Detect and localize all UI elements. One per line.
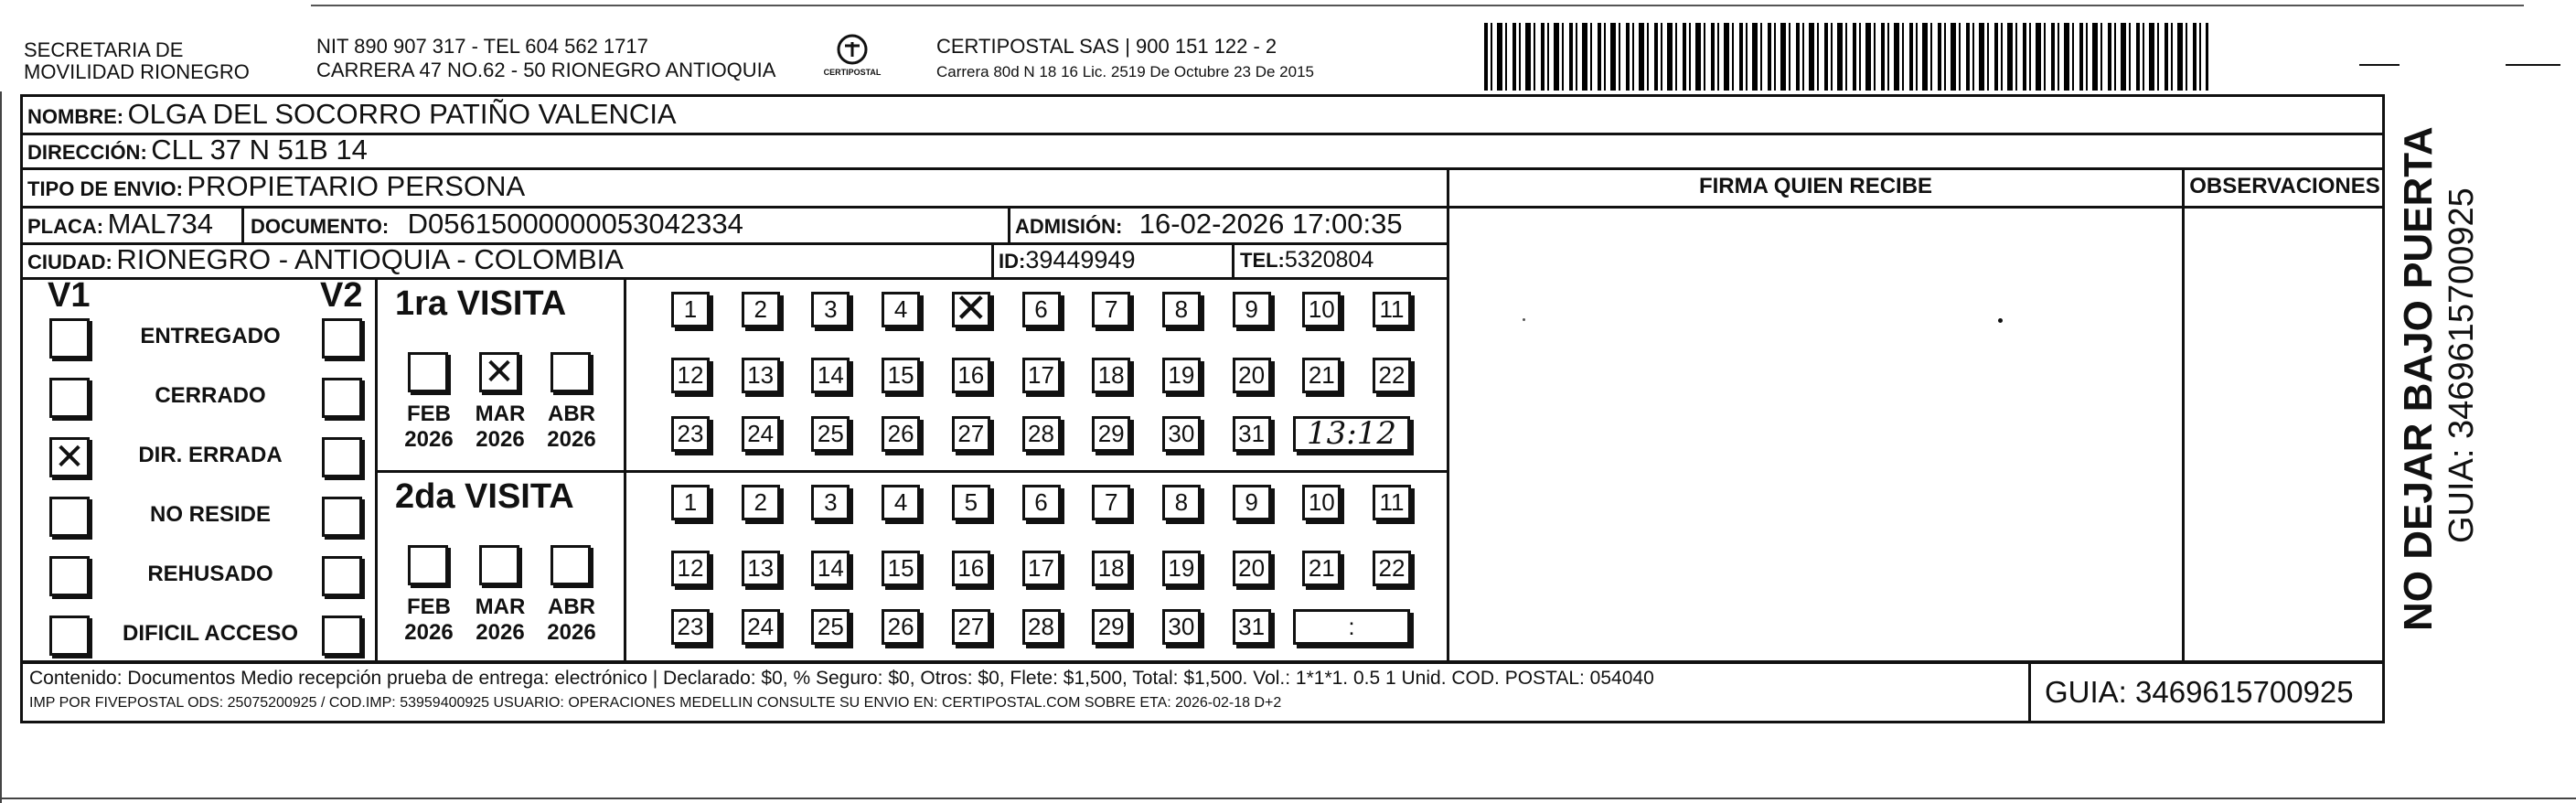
day-box[interactable]: 19 (1162, 358, 1201, 393)
tipo-row (27, 170, 525, 209)
day-box[interactable]: 21 (1302, 358, 1341, 393)
day-box[interactable]: 14 (811, 358, 850, 393)
day-box[interactable]: 27 (952, 416, 990, 452)
barcode (1484, 23, 2208, 91)
row-line-col-header (1447, 206, 2385, 209)
check-x-mark: ✕ (484, 351, 515, 393)
tel-value: 5320804 (1284, 247, 1374, 273)
month-year: 2026 (404, 620, 454, 645)
left-edge-line (0, 91, 2, 803)
month-checkbox[interactable] (408, 352, 448, 392)
day-box[interactable]: 3 (811, 485, 850, 520)
day-box[interactable]: 10 (1302, 485, 1341, 520)
side-warning: NO DEJAR BAJO PUERTA (2396, 126, 2441, 631)
direccion-label: DIRECCIÓN: (27, 141, 147, 164)
signature-dot-2 (1523, 318, 1525, 321)
secretaria-line1: SECRETARIA DE (24, 38, 184, 61)
day-box[interactable]: 24 (742, 609, 780, 645)
day-box[interactable]: 4 (882, 292, 920, 327)
day-box[interactable]: 21 (1302, 551, 1341, 586)
day-box[interactable]: 8 (1162, 485, 1201, 520)
day-box[interactable]: 24 (742, 416, 780, 452)
day-box[interactable]: 13 (742, 551, 780, 586)
placa-cell (27, 208, 213, 246)
day-box[interactable]: 13 (742, 358, 780, 393)
v2-checkbox[interactable] (322, 556, 362, 596)
admision-cell (1015, 208, 1403, 246)
nit-line: NIT 890 907 317 - TEL 604 562 1717 (316, 35, 648, 58)
day-box[interactable]: 2 (742, 485, 780, 520)
day-box[interactable]: 29 (1092, 609, 1130, 645)
day-box[interactable]: 25 (811, 609, 850, 645)
v1-header: V1 (48, 276, 91, 315)
day-box[interactable]: 6 (1022, 292, 1061, 327)
day-box[interactable]: 31 (1233, 416, 1271, 452)
day-box[interactable]: 28 (1022, 609, 1061, 645)
day-box[interactable]: 12 (671, 551, 710, 586)
day-box[interactable]: 19 (1162, 551, 1201, 586)
status-label: CERRADO (155, 383, 266, 408)
status-label: ENTREGADO (140, 324, 281, 348)
documento-label: DOCUMENTO: (251, 215, 390, 238)
day-box[interactable]: 11 (1373, 485, 1411, 520)
month-name: MAR (475, 594, 526, 619)
month-name: MAR (475, 402, 526, 426)
day-box[interactable]: 4 (882, 485, 920, 520)
col-line-obs (2182, 167, 2185, 663)
month-year: 2026 (404, 427, 454, 452)
day-box[interactable]: 17 (1022, 358, 1061, 393)
footer-guia: GUIA: 3469615700925 (2045, 675, 2354, 709)
day-box[interactable]: 28 (1022, 416, 1061, 452)
ciudad-label: CIUDAD: (27, 251, 112, 273)
header-dash (2359, 64, 2400, 66)
id-cell (999, 243, 1135, 281)
day-box[interactable]: 23 (671, 609, 710, 645)
status-label: NO RESIDE (149, 502, 272, 527)
documento-value: D05615000000053042334 (407, 208, 743, 240)
day-box[interactable]: 30 (1162, 416, 1201, 452)
logo-text: CERTIPOSTAL (823, 68, 882, 77)
day-box[interactable]: 26 (882, 609, 920, 645)
day-box[interactable]: 9 (1233, 292, 1271, 327)
day-box[interactable]: 22 (1373, 358, 1411, 393)
direccion-value: CLL 37 N 51B 14 (151, 134, 368, 166)
tel-cell (1240, 243, 1374, 280)
certipostal-logo (816, 31, 889, 82)
ciudad-value: RIONEGRO - ANTIOQUIA - COLOMBIA (116, 243, 624, 275)
day-box[interactable]: 31 (1233, 609, 1271, 645)
time-value: 13:12 (1307, 415, 1396, 452)
tel-label: TEL: (1240, 249, 1285, 272)
day-x-mark: ✕ (954, 285, 989, 332)
day-box[interactable]: 9 (1233, 485, 1271, 520)
visit-title: 2da VISITA (395, 477, 574, 516)
day-box[interactable]: 27 (952, 609, 990, 645)
side-text (2396, 64, 2506, 631)
day-box[interactable]: 26 (882, 416, 920, 452)
month-year: 2026 (547, 427, 596, 452)
month-year: 2026 (476, 427, 525, 452)
id-divider (991, 242, 994, 277)
day-box[interactable]: 16 (952, 358, 990, 393)
day-box[interactable]: 3 (811, 292, 850, 327)
month-name: ABR (548, 402, 595, 426)
day-box[interactable]: 25 (811, 416, 850, 452)
day-box[interactable]: 15 (882, 551, 920, 586)
month-checkbox[interactable] (408, 545, 448, 585)
v2-checkbox[interactable] (322, 378, 362, 418)
nombre-row (27, 98, 677, 136)
month-name: FEB (407, 594, 451, 619)
v2-header: V2 (320, 276, 363, 315)
v1-checkbox[interactable] (49, 378, 90, 418)
bottom-edge-line (0, 798, 2576, 799)
documento-cell (251, 208, 743, 246)
day-box[interactable]: 7 (1092, 485, 1130, 520)
day-box[interactable]: 18 (1092, 551, 1130, 586)
day-box[interactable]: 20 (1233, 358, 1271, 393)
tel-divider (1232, 242, 1235, 277)
month-name: FEB (407, 402, 451, 426)
observaciones-header: OBSERVACIONES (2189, 174, 2380, 198)
day-box[interactable]: 23 (671, 416, 710, 452)
check-x-mark: ✕ (54, 436, 85, 478)
direccion-row (27, 134, 368, 172)
license-line: Carrera 80d N 18 16 Lic. 2519 De Octubre 23 De 2015 (936, 63, 1314, 80)
day-box[interactable]: 8 (1162, 292, 1201, 327)
v1-checkbox[interactable] (49, 616, 90, 656)
day-box[interactable]: 16 (952, 551, 990, 586)
day-box[interactable]: 18 (1092, 358, 1130, 393)
side-guia: GUIA: 3469615700925 (2442, 187, 2481, 543)
month-year: 2026 (476, 620, 525, 645)
company-line: CERTIPOSTAL SAS | 900 151 122 - 2 (936, 35, 1277, 58)
day-box[interactable]: 2 (742, 292, 780, 327)
footer-imp: IMP POR FIVEPOSTAL ODS: 25075200925 / COD.IMP: 53959400925 USUARIO: OPERACIONES MEDELLIN CONSULTE SU ENVIO EN: CERTIPOSTAL.COM SOBRE ETA: 2026-02-18 D+2 (29, 695, 1282, 711)
day-box[interactable]: 11 (1373, 292, 1411, 327)
day-box[interactable]: 30 (1162, 609, 1201, 645)
time-box[interactable] (1293, 609, 1410, 645)
admision-divider (1008, 206, 1010, 242)
day-box[interactable]: 10 (1302, 292, 1341, 327)
address-line: CARRERA 47 NO.62 - 50 RIONEGRO ANTIOQUIA (316, 59, 776, 81)
v1-checkbox[interactable] (49, 437, 90, 477)
placa-value: MAL734 (107, 208, 214, 240)
time-value: : (1348, 613, 1355, 640)
v2-checkbox[interactable] (322, 616, 362, 656)
v2-checkbox[interactable] (322, 437, 362, 477)
day-box[interactable]: 22 (1373, 551, 1411, 586)
id-value: 39449949 (1025, 246, 1136, 273)
status-label: REHUSADO (147, 562, 273, 586)
firma-header: FIRMA QUIEN RECIBE (1698, 174, 1933, 198)
visit-divider (375, 470, 1449, 473)
v2-checkbox[interactable] (322, 497, 362, 537)
day-box[interactable]: 7 (1092, 292, 1130, 327)
footer-divider (2028, 661, 2031, 723)
day-box[interactable]: 20 (1233, 551, 1271, 586)
v1-checkbox[interactable] (49, 318, 90, 359)
admision-label: ADMISIÓN: (1015, 215, 1123, 238)
month-checkbox[interactable] (479, 352, 519, 392)
day-box[interactable]: 14 (811, 551, 850, 586)
day-box[interactable]: 1 (671, 292, 710, 327)
placa-divider (241, 206, 244, 242)
status-label: DIFICIL ACCESO (122, 621, 298, 646)
v1-checkbox[interactable] (49, 497, 90, 537)
tipo-label: TIPO DE ENVIO: (27, 177, 183, 200)
month-checkbox[interactable] (550, 545, 591, 585)
admision-value: 16-02-2026 17:00:35 (1138, 208, 1403, 240)
id-label: ID: (999, 250, 1026, 273)
footer-contenido: Contenido: Documentos Medio recepción prueba de entrega: electrónico | Declarado: $0, % Seguro: $0, Otros: $0, Flete: $1,500, Total: $1,500. Vol.: 1*1*1. 0.5 1 Unid. COD. POSTAL: 054040 (29, 668, 1654, 689)
day-box[interactable]: 5 (952, 485, 990, 520)
nombre-label: NOMBRE: (27, 105, 124, 128)
month-year: 2026 (547, 620, 596, 645)
time-box[interactable] (1293, 416, 1410, 452)
col-line-firma (1447, 167, 1449, 663)
status-label: DIR. ERRADA (138, 443, 283, 467)
day-box[interactable]: 1 (671, 485, 710, 520)
top-edge-line (311, 5, 2524, 6)
month-checkbox[interactable] (550, 352, 591, 392)
day-box[interactable]: 17 (1022, 551, 1061, 586)
v1-checkbox[interactable] (49, 556, 90, 596)
secretaria-line2: MOVILIDAD RIONEGRO (24, 60, 250, 83)
month-checkbox[interactable] (479, 545, 519, 585)
signature-dot (1998, 318, 2003, 323)
placa-label: PLACA: (27, 215, 104, 238)
day-box[interactable]: 6 (1022, 485, 1061, 520)
nombre-value: OLGA DEL SOCORRO PATIÑO VALENCIA (127, 98, 677, 130)
header-dash-2 (2506, 64, 2560, 66)
v2-checkbox[interactable] (322, 318, 362, 359)
tipo-value: PROPIETARIO PERSONA (187, 170, 526, 202)
visit-title: 1ra VISITA (395, 284, 567, 323)
day-box[interactable]: 15 (882, 358, 920, 393)
day-box[interactable]: 12 (671, 358, 710, 393)
day-box[interactable]: 29 (1092, 416, 1130, 452)
month-name: ABR (548, 594, 595, 619)
day-box[interactable] (952, 285, 990, 332)
